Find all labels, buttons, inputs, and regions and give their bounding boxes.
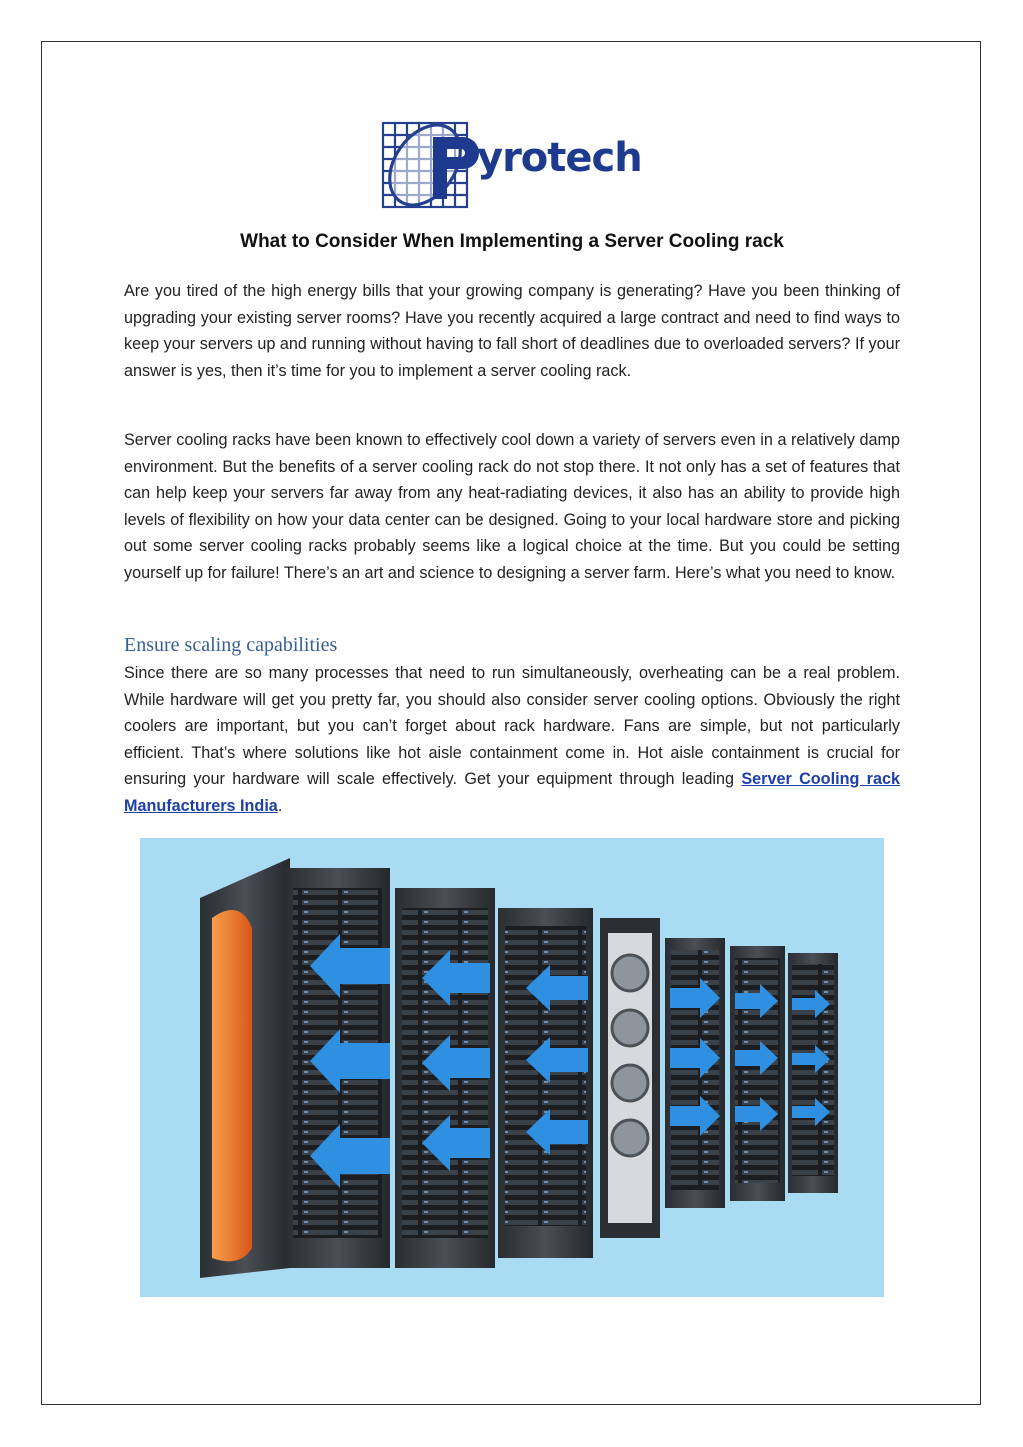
airflow-arrows-left — [310, 934, 588, 1188]
scaling-paragraph-text: Since there are so many processes that need to run simultaneously, overheating can be a real problem. While hardware will get you pretty far, you should also consider server cooling options. Obviously the right coolers are important, but you can’t forget about rack hardware. Fans are simple, but not particularly efficient. That’s where solutions like hot aisle containment come in. Hot aisle containment is crucial for ensuring your hardware will scale effectively. Get your equipment through leading — [124, 664, 900, 788]
svg-text:yrotech: yrotech — [477, 135, 642, 181]
benefits-paragraph: Server cooling racks have been known to effectively cool down a variety of servers even in a relatively damp environment. But the benefits of a server cooling rack do not stop there. It not only has a set of features that can help keep your servers far away from any heat-radiating devices, it also has an ability to provide high levels of flexibility on how your data center can be designed. Going to your local hardware store and picking out some server cooling racks probably seems like a logical choice at the time. But you could be setting yourself up for failure! There’s an art and science to designing a server farm. Here’s what you need to know. — [124, 431, 900, 582]
server-rack-illustration — [140, 838, 884, 1297]
heat-panel — [212, 910, 252, 1261]
server-cooling-rack-image — [140, 838, 884, 1297]
scaling-paragraph — [124, 660, 900, 819]
intro-paragraph: Are you tired of the high energy bills that your growing company is generating? Have you been thinking of upgrading your existing server rooms? Have you recently acquired a large contract and need to find ways to keep your servers up and running without having to fall short of deadlines due to overloaded servers? If your answer is yes, then it’s time for you to implement a server cooling rack. — [124, 282, 900, 380]
scaling-paragraph-end: . — [277, 796, 283, 815]
fan-icon — [612, 1010, 648, 1046]
pyrotech-logo — [381, 121, 646, 209]
manufacturers-link[interactable]: Server Cooling rack Manufacturers India — [124, 770, 900, 815]
fan-icon — [612, 955, 648, 991]
document-title: What to Consider When Implementing a Server Cooling rack — [240, 231, 784, 252]
right-rack-group — [665, 938, 838, 1208]
section-heading-scaling: Ensure scaling capabilities — [124, 634, 338, 656]
fan-cooling-unit — [600, 918, 660, 1238]
airflow-arrows-right — [670, 978, 830, 1136]
hot-aisle-cabinet — [200, 858, 290, 1278]
pyrotech-logo-graphic — [381, 121, 646, 209]
fan-icon — [612, 1065, 648, 1101]
pyrotech-wordmark — [433, 135, 642, 199]
fan-icon — [612, 1120, 648, 1156]
